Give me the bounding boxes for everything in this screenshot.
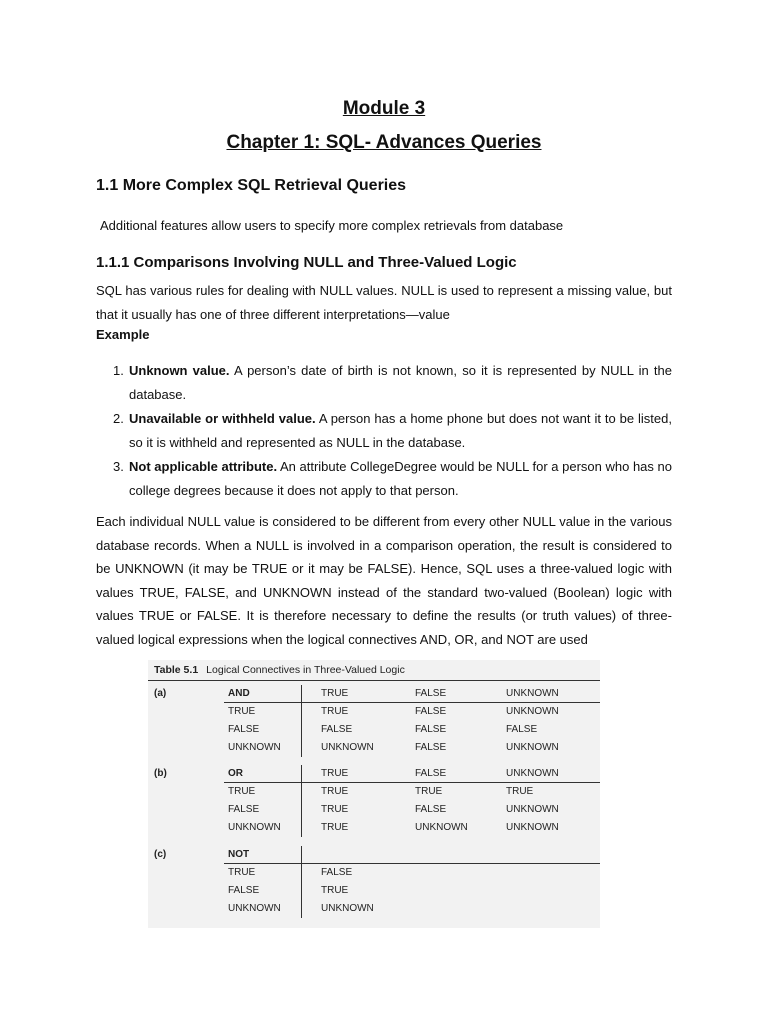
table-a-cell: FALSE xyxy=(415,742,447,753)
table-c-cell: UNKNOWN xyxy=(321,903,374,914)
table-a-cell: FALSE xyxy=(228,724,260,735)
table-b-divider xyxy=(301,765,302,837)
list-item-text: An attribute CollegeDegree would be NULL for a person who has no college degrees because it does not apply to that person. xyxy=(129,459,672,498)
table-a-header-cell: FALSE xyxy=(415,688,447,699)
table-a-header-cell: TRUE xyxy=(321,688,349,699)
table-c-cell: FALSE xyxy=(321,867,353,878)
table-b-header-cell: FALSE xyxy=(415,768,447,779)
section-heading-1-1: 1.1 More Complex SQL Retrieval Queries xyxy=(96,177,407,194)
table-c-header-cell: NOT xyxy=(228,849,250,860)
table-b-label: (b) xyxy=(154,768,167,779)
table-a-cell: TRUE xyxy=(228,706,256,717)
table-a-cell: FALSE xyxy=(506,724,538,735)
table-a-cell: UNKNOWN xyxy=(321,742,374,753)
table-top-rule xyxy=(148,680,600,681)
table-b-cell: TRUE xyxy=(228,786,256,797)
chapter-title: Chapter 1: SQL- Advances Queries xyxy=(226,132,542,153)
list-item-term: Not applicable attribute. xyxy=(129,459,278,474)
table-a-cell: UNKNOWN xyxy=(506,706,559,717)
list-item xyxy=(113,455,672,503)
table-c-cell: TRUE xyxy=(228,867,256,878)
table-c-cell: UNKNOWN xyxy=(228,903,281,914)
table-b-cell: TRUE xyxy=(321,822,349,833)
table-b-header-cell: UNKNOWN xyxy=(506,768,559,779)
table-a-cell: UNKNOWN xyxy=(228,742,281,753)
table-b-cell: UNKNOWN xyxy=(506,804,559,815)
example-label: Example xyxy=(96,327,150,342)
table-b-cell: TRUE xyxy=(321,786,349,797)
truth-table-figure xyxy=(148,660,600,928)
table-a-header-cell: UNKNOWN xyxy=(506,688,559,699)
table-b-cell: UNKNOWN xyxy=(415,822,468,833)
section-intro: Additional features allow users to specify more complex retrievals from database xyxy=(100,218,564,233)
table-c-cell: TRUE xyxy=(321,885,349,896)
list-item xyxy=(113,359,672,407)
table-caption xyxy=(154,664,405,676)
null-interpretations-list xyxy=(113,359,672,503)
table-c-divider xyxy=(301,846,302,918)
list-item-number: 2. xyxy=(113,411,124,426)
table-a-label: (a) xyxy=(154,688,167,699)
table-c-cell: FALSE xyxy=(228,885,260,896)
table-a-cell: FALSE xyxy=(415,724,447,735)
list-item-text: A person has a home phone but does not want it to be listed, so it is withheld and represented as NULL in the database. xyxy=(129,411,672,450)
table-caption-label: Table 5.1 xyxy=(154,664,199,676)
table-b-header-rule xyxy=(224,782,600,783)
table-a-cell: UNKNOWN xyxy=(506,742,559,753)
table-a-cell: TRUE xyxy=(321,706,349,717)
table-c-header-rule xyxy=(224,863,600,864)
list-item-number: 3. xyxy=(113,459,124,474)
table-a-header-cell: AND xyxy=(228,688,250,699)
table-b-cell: FALSE xyxy=(415,804,447,815)
table-b-cell: UNKNOWN xyxy=(228,822,281,833)
list-item-number: 1. xyxy=(113,363,124,378)
module-title: Module 3 xyxy=(342,98,426,119)
table-b-header-cell: OR xyxy=(228,768,243,779)
table-caption-text: Logical Connectives in Three-Valued Logic xyxy=(206,664,405,676)
table-c-label: (c) xyxy=(154,849,167,860)
list-item xyxy=(113,407,672,455)
paragraph-three-valued-logic: Each individual NULL value is considered to be different from every other NULL value in the various database records. When a NULL is involved in a comparison operation, the result is considered to be UNKNOWN (it may be TRUE or it may be FALSE). Hence, SQL uses a three-valued logic with values TRUE, FALSE, and UNKNOWN instead of the standard two-valued (Boolean) logic with values TRUE or FALSE. It is therefore necessary to define the results (or truth values) of three-valued logical expressions when the logical connectives AND, OR, and NOT are used xyxy=(96,514,672,647)
section-heading-1-1-1: 1.1.1 Comparisons Involving NULL and Three-Valued Logic xyxy=(96,254,517,271)
table-a-divider xyxy=(301,685,302,757)
table-b-cell: TRUE xyxy=(415,786,443,797)
table-b-cell: FALSE xyxy=(228,804,260,815)
table-b-cell: UNKNOWN xyxy=(506,822,559,833)
table-a-cell: FALSE xyxy=(321,724,353,735)
table-b-header-cell: TRUE xyxy=(321,768,349,779)
table-b-cell: TRUE xyxy=(506,786,534,797)
table-b-cell: TRUE xyxy=(321,804,349,815)
table-a-header-rule xyxy=(224,702,600,703)
list-item-term: Unknown value. xyxy=(129,363,230,378)
list-item-text: A person’s date of birth is not known, so it is represented by NULL in the database. xyxy=(129,363,672,402)
table-a-cell: FALSE xyxy=(415,706,447,717)
paragraph-null-rules: SQL has various rules for dealing with NULL values. NULL is used to represent a missing value, but that it usually has one of three different interpretations—value xyxy=(96,283,672,322)
list-item-term: Unavailable or withheld value. xyxy=(129,411,316,426)
